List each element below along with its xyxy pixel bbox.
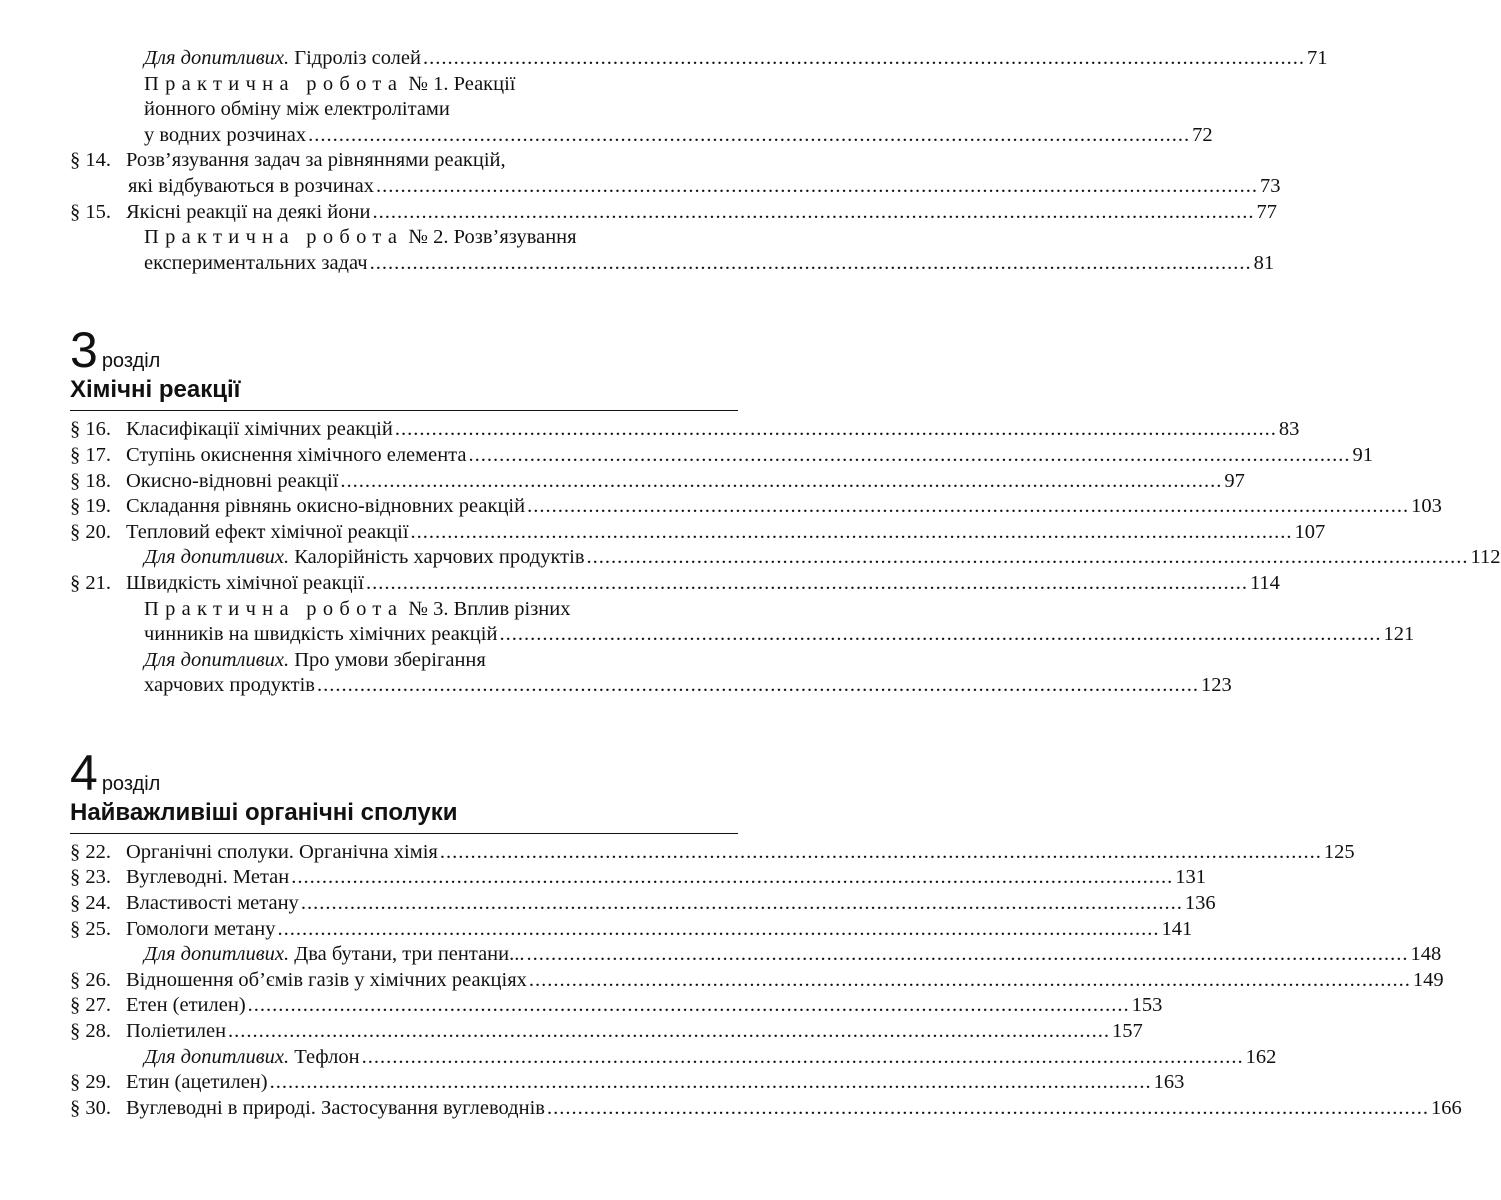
dot-leader	[301, 891, 1183, 917]
toc-entry	[70, 225, 738, 251]
page-number: 149	[1412, 968, 1444, 991]
dot-leader	[527, 942, 1409, 968]
toc-entry	[70, 97, 738, 123]
subsection-text: Два бутани, три пентани...	[289, 943, 525, 966]
section-3-entries	[70, 417, 1501, 699]
subsection-label: Для допитливих.	[144, 47, 290, 69]
toc-entry	[70, 1019, 1143, 1045]
entry-continuation: експериментальних задач	[144, 251, 368, 274]
entry-title	[144, 597, 571, 623]
page-number: 141	[1161, 917, 1193, 940]
paragraph-number: § 17.	[70, 443, 111, 466]
dot-leader	[527, 494, 1409, 520]
paragraph-number: § 30.	[70, 1096, 111, 1119]
dot-leader	[469, 443, 1351, 469]
page-number: 112	[1470, 546, 1501, 569]
toc-entry	[70, 865, 1206, 891]
dot-leader	[529, 968, 1411, 994]
page-number: 163	[1153, 1071, 1185, 1094]
toc-entry	[70, 968, 1444, 994]
toc-entry	[70, 1096, 1462, 1122]
practical-text: № 2. Розв’язування	[403, 226, 577, 249]
entry-title: Якісні реакції на деякі йони	[126, 200, 371, 223]
paragraph-number: § 21.	[70, 571, 111, 594]
entry-title: Класифікації хімічних реакцій	[126, 418, 393, 441]
paragraph-number: § 28.	[70, 1020, 111, 1043]
toc-entry	[70, 891, 1216, 917]
toc-entry	[70, 174, 1281, 200]
section-4-number: 4	[70, 744, 98, 801]
section-3	[70, 322, 1501, 699]
toc-entry	[70, 200, 1277, 226]
page-number: 136	[1184, 892, 1216, 915]
page-number: 131	[1175, 866, 1206, 889]
dot-leader	[395, 417, 1277, 443]
paragraph-number: § 26.	[70, 968, 111, 991]
section-4-entries	[70, 840, 1462, 1122]
dot-leader	[308, 123, 1190, 149]
page-number: 121	[1383, 623, 1415, 646]
entry-title: Гомологи метану	[126, 917, 276, 940]
page-number: 148	[1410, 943, 1442, 966]
page-number: 73	[1260, 174, 1281, 197]
dot-leader	[228, 1019, 1110, 1045]
paragraph-number: § 20.	[70, 520, 111, 543]
page-number: 125	[1323, 840, 1355, 863]
section-3-word: розділ	[101, 350, 161, 373]
page-number: 157	[1112, 1020, 1143, 1043]
section-3-heading	[70, 322, 738, 379]
subsection-label: Для допитливих.	[144, 648, 290, 671]
section-4	[70, 744, 1462, 1122]
entry-title: Складання рівнянь окисно-відновних реакцій	[126, 495, 526, 518]
entry-title: Окисно-відновні реакції	[126, 469, 339, 492]
paragraph-number: § 27.	[70, 994, 111, 1017]
entry-title	[144, 72, 516, 98]
paragraph-number: § 29.	[70, 1071, 111, 1094]
dot-leader	[547, 1096, 1429, 1122]
subsection-text: Тефлон	[289, 1045, 360, 1068]
dot-leader	[270, 1070, 1152, 1096]
entry-title	[144, 942, 525, 968]
page-number: 91	[1352, 443, 1373, 466]
paragraph-number: § 24.	[70, 892, 111, 915]
entry-title: Тепловий ефект хімічної реакції	[126, 520, 409, 543]
dot-leader	[423, 46, 1305, 72]
section-4-word: розділ	[101, 772, 161, 795]
toc-entry	[70, 148, 738, 174]
entry-title: Органічні сполуки. Органічна хімія	[126, 840, 438, 863]
entry-title	[144, 46, 421, 72]
toc-entry	[70, 622, 1415, 648]
page-number: 72	[1192, 123, 1213, 146]
toc-entry	[70, 469, 1245, 495]
paragraph-number: § 16.	[70, 418, 111, 441]
page-number: 81	[1253, 251, 1275, 274]
paragraph-number: § 18.	[70, 469, 111, 492]
toc-entry	[70, 993, 1163, 1019]
entry-title	[144, 225, 577, 251]
entry-title: Етен (етилен)	[126, 994, 246, 1017]
dot-leader	[411, 520, 1293, 546]
dot-leader	[587, 545, 1469, 571]
entry-title: Вуглеводні. Метан	[126, 866, 290, 889]
entry-title	[144, 545, 585, 571]
entry-title: Відношення об’ємів газів у хімічних реакціях	[126, 968, 527, 991]
dot-leader	[372, 200, 1254, 226]
toc-entry	[70, 840, 1355, 866]
dot-leader	[317, 673, 1199, 699]
practical-text: № 3. Вплив різних	[403, 597, 571, 620]
dot-leader	[370, 251, 1252, 277]
dot-leader	[440, 840, 1322, 866]
page-number: 166	[1430, 1096, 1462, 1119]
toc-entry	[70, 72, 738, 98]
dot-leader	[277, 917, 1159, 943]
entry-title: Ступінь окиснення хімічного елемента	[126, 443, 467, 466]
page-number: 123	[1201, 674, 1232, 697]
toc-entry	[70, 571, 1280, 597]
subsection-label: Для допитливих.	[144, 546, 290, 569]
toc-entry	[70, 648, 738, 674]
page-number: 71	[1306, 47, 1328, 69]
page-number: 107	[1294, 520, 1326, 543]
paragraph-number: § 25.	[70, 917, 111, 940]
toc-entry	[70, 1045, 1277, 1071]
entry-title: Властивості метану	[126, 892, 299, 915]
entry-title: Швидкість хімічної реакції	[126, 571, 364, 594]
subsection-text: Про умови зберігання	[289, 648, 486, 671]
toc-entry	[70, 597, 738, 623]
subsection-label: Для допитливих.	[144, 1045, 290, 1068]
dot-leader	[362, 1045, 1244, 1071]
toc-entry	[70, 545, 1501, 571]
practical-label: Практична робота	[144, 597, 404, 620]
toc-entry	[70, 46, 1328, 72]
toc-entry	[70, 417, 1300, 443]
paragraph-number: § 22.	[70, 840, 111, 863]
paragraph-number: § 14.	[70, 149, 111, 172]
section-4-heading	[70, 744, 738, 801]
page-number: 103	[1411, 495, 1442, 518]
entry-title	[144, 1045, 360, 1071]
toc-entry	[70, 494, 1442, 520]
dot-leader	[499, 622, 1381, 648]
paragraph-number: § 23.	[70, 866, 111, 889]
toc-entry	[70, 520, 1326, 546]
practical-text: № 1. Реакції	[403, 72, 516, 95]
page-number: 77	[1256, 200, 1277, 223]
subsection-label: Для допитливих.	[144, 943, 290, 966]
dot-leader	[340, 469, 1222, 495]
paragraph-number: § 19.	[70, 495, 111, 518]
dot-leader	[366, 571, 1248, 597]
section-3-title: Хімічні реакції	[70, 374, 738, 411]
toc-entry	[70, 1070, 1185, 1096]
toc-entry	[70, 251, 1275, 277]
section-3-number: 3	[70, 322, 98, 379]
toc-top-list	[70, 46, 1328, 276]
dot-leader	[291, 865, 1173, 891]
entry-continuation: чинників на швидкість хімічних реакцій	[144, 623, 498, 646]
toc-entry	[70, 443, 1373, 469]
entry-title	[144, 648, 486, 674]
entry-title: Розв’язування задач за рівняннями реакцій,	[126, 149, 506, 172]
toc-entry	[70, 673, 1232, 699]
page-number: 114	[1249, 571, 1280, 594]
toc-entry	[70, 123, 1213, 149]
page-number: 83	[1278, 418, 1300, 441]
entry-title: Поліетилен	[126, 1020, 227, 1043]
page-number: 97	[1224, 469, 1245, 492]
subsection-text: Калорійність харчових продуктів	[289, 546, 585, 569]
table-of-contents	[70, 46, 1501, 1131]
entry-title: Етин (ацетилен)	[126, 1071, 268, 1094]
practical-label: Практична робота	[144, 72, 404, 95]
practical-label: Практична робота	[144, 226, 404, 249]
dot-leader	[376, 174, 1258, 200]
toc-entry	[70, 917, 1193, 943]
entry-continuation: які відбуваються в розчинах	[128, 174, 375, 197]
toc-entry	[70, 942, 1442, 968]
paragraph-number: § 15.	[70, 200, 111, 223]
page-number: 153	[1131, 994, 1163, 1017]
entry-continuation: харчових продуктів	[144, 674, 315, 697]
dot-leader	[248, 993, 1130, 1019]
subsection-text: Гідроліз солей	[289, 47, 421, 69]
page-number: 162	[1245, 1045, 1277, 1068]
entry-continuation: йонного обміну між електролітами	[144, 98, 450, 121]
entry-title: Вуглеводні в природі. Застосування вуглеводнів	[126, 1096, 545, 1119]
entry-continuation: у водних розчинах	[144, 123, 307, 146]
section-4-title: Найважливіші органічні сполуки	[70, 797, 738, 834]
